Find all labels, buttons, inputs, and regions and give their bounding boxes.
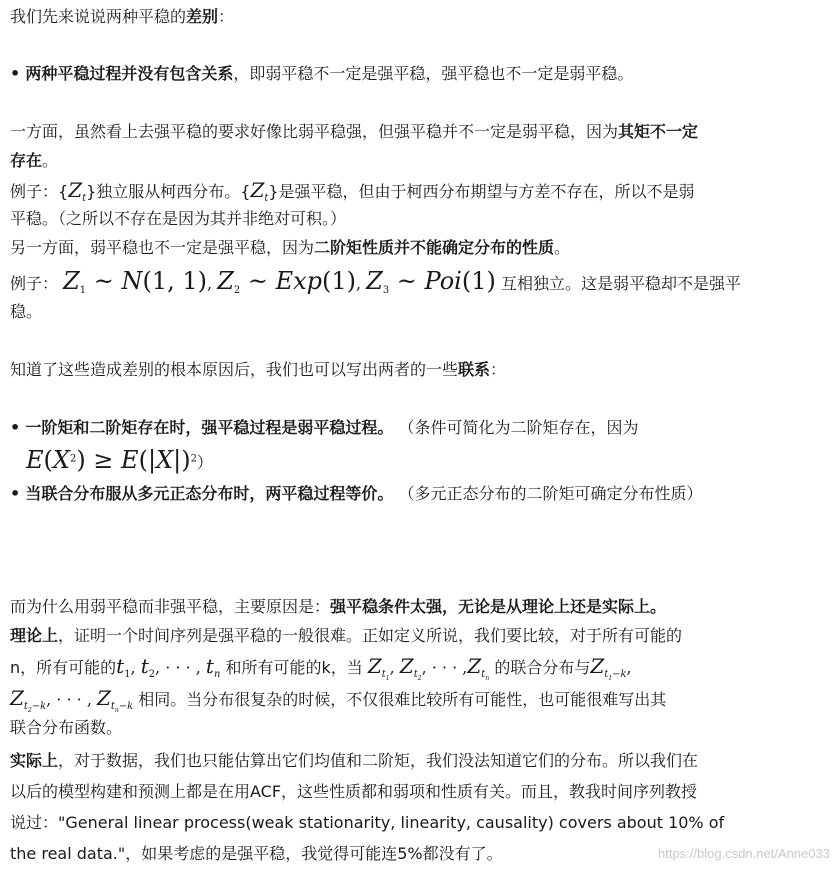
bullet-moments: • 一阶矩和二阶矩存在时，强平稳过程是弱平稳过程。 （条件可简化为二阶矩存在，因为	[10, 418, 639, 437]
paragraph-theory-2: n，所有可能的$t_1$, $t_2$, · · · , $t_n$ 和所有可能的k，当 $Z_{t_1}$, $Z_{t_2}$, · · · $,Z_{t_n}$ 的联合分布与$Z_{t_1-k}$,	[10, 654, 632, 683]
paragraph-practice-2: 以后的模型构建和预测上都是在用ACF，这些性质都和弱项和性质有关。而且，教我时间序列教授	[10, 782, 698, 801]
paragraph-strong-not-weak-cont: 存在。	[10, 151, 59, 170]
math-z: Z	[250, 178, 265, 202]
example-distributions-cont: 稳。	[10, 302, 43, 321]
math-z: Z	[68, 178, 83, 202]
paragraph-theory-3: $Z_{t_2-k}$, · · · , $Z_{t_n-k}$ 相同。当分布很复杂的时候，不仅很难比较所有可能性，也可能很难写出其	[10, 686, 667, 715]
paragraph-why-weak: 而为什么用弱平稳而非强平稳，主要原因是：强平稳条件太强，无论是从理论上还是实际上。	[10, 597, 667, 616]
paragraph-relation: 知道了这些造成差别的根本原因后，我们也可以写出两者的一些联系：	[10, 360, 507, 379]
example-cauchy-cont: 平稳。（之所以不存在是因为其并非绝对可积。）	[10, 209, 347, 228]
bullet-no-inclusion: • 两种平稳过程并没有包含关系，即弱平稳不一定是强平稳，强平稳也不一定是弱平稳。	[10, 64, 634, 83]
watermark: https://blog.csdn.net/Anne033	[657, 846, 830, 861]
example-distributions: 例子： $Z_1$ ~ N(1, 1), $Z_2$ ~ Exp(1), $Z_3$ ~ Poi(1) 互相独立。这是弱平稳却不是强平	[10, 267, 741, 297]
bullet-normal: • 当联合分布服从多元正态分布时，两平稳过程等价。 （多元正态分布的二阶矩可确定分布性质）	[10, 484, 703, 503]
paragraph-theory: 理论上，证明一个时间序列是强平稳的一般很难。正如定义所说，我们要比较，对于所有可能的	[10, 626, 683, 645]
paragraph-practice: 实际上，对于数据，我们也只能估算出它们均值和二阶矩，我们没法知道它们的分布。所以我们在	[10, 751, 699, 770]
bullet-dot: •	[10, 64, 21, 83]
intro-keyword: 差别	[186, 7, 219, 26]
intro-line: 我们先来说说两种平稳的差别：	[10, 7, 235, 26]
paragraph-weak-not-strong: 另一方面，弱平稳也不一定是强平稳，因为二阶矩性质并不能确定分布的性质。	[10, 238, 571, 257]
bullet-dot: •	[10, 484, 21, 503]
bullet-dot: •	[10, 418, 21, 437]
moment-inequality: $E(X^2) \ge E(|X|)^2$）	[26, 446, 213, 474]
example-cauchy: 例子：$\{Z_t\}$独立服从柯西分布。$\{Z_t\}$是强平稳，但由于柯西分布期望与方差不存在，所以不是弱	[10, 178, 695, 205]
paragraph-strong-not-weak: 一方面，虽然看上去强平稳的要求好像比弱平稳强，但强平稳并不一定是弱平稳，因为其矩不一定	[10, 122, 699, 141]
paragraph-practice-3: 说过："General linear process(weak stationarity, linearity, causality) covers about 10% of	[10, 813, 725, 832]
paragraph-practice-4: the real data."，如果考虑的是强平稳，我觉得可能连5%都没有了。	[10, 844, 503, 863]
paragraph-theory-4: 联合分布函数。	[10, 718, 123, 737]
